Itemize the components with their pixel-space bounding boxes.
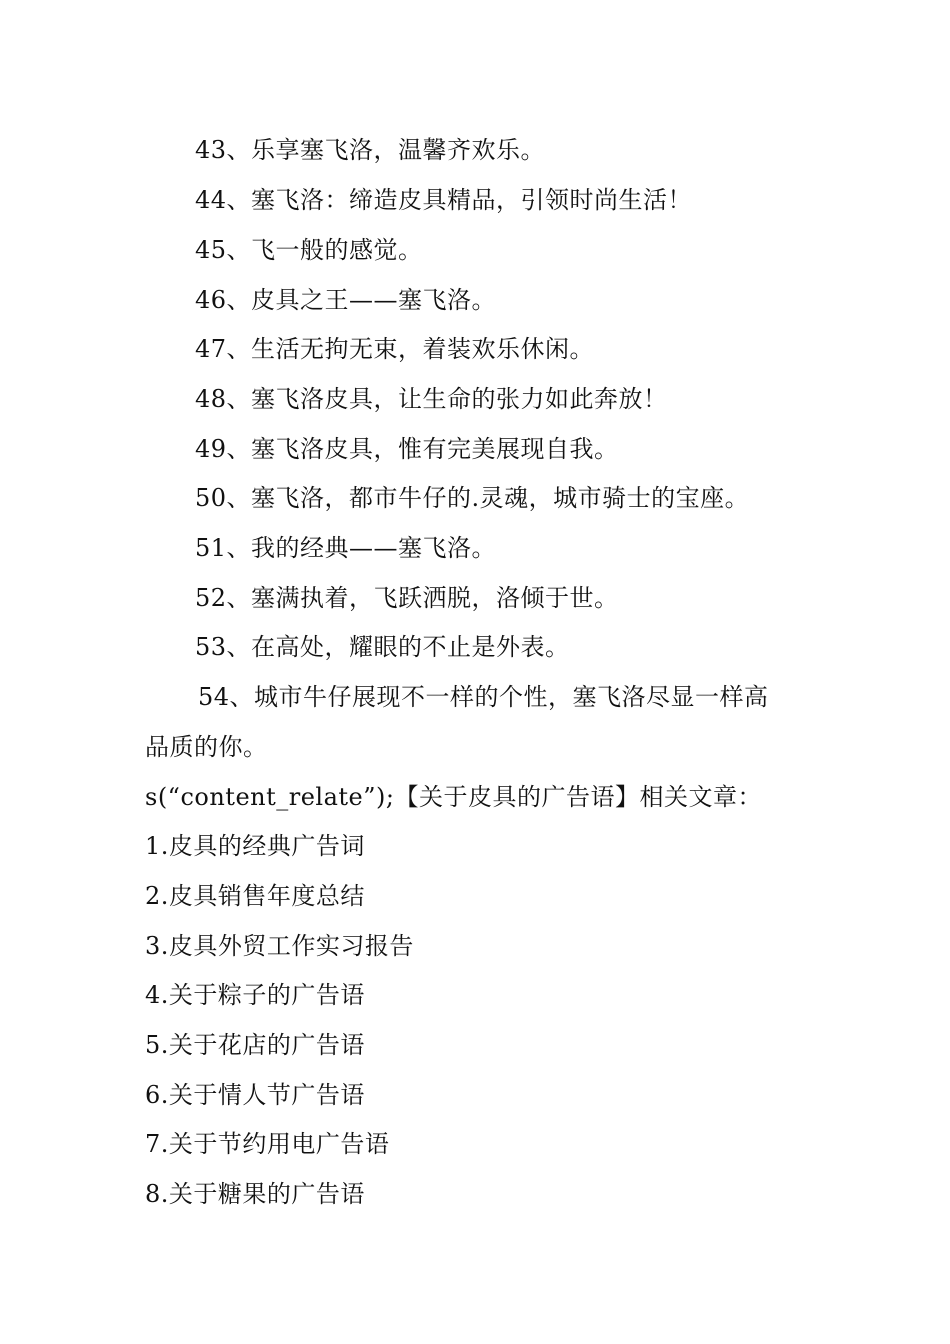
related-article-link[interactable]: 1.皮具的经典广告词 bbox=[145, 832, 365, 860]
related-article-link[interactable]: 8.关于糖果的广告语 bbox=[145, 1180, 365, 1208]
slogan-item: 49、塞飞洛皮具，惟有完美展现自我。 bbox=[195, 435, 619, 463]
slogan-item: 43、乐享塞飞洛，温馨齐欢乐。 bbox=[195, 136, 546, 164]
slogan-item: 53、在高处，耀眼的不止是外表。 bbox=[195, 633, 570, 661]
slogan-item-54-line2: 品质的你。 bbox=[145, 733, 268, 761]
slogan-item: 47、生活无拘无束，着装欢乐休闲。 bbox=[195, 335, 595, 363]
slogan-item: 50、塞飞洛，都市牛仔的.灵魂，城市骑士的宝座。 bbox=[195, 484, 750, 512]
related-article-link[interactable]: 4.关于粽子的广告语 bbox=[145, 981, 365, 1009]
related-article-link[interactable]: 7.关于节约用电广告语 bbox=[145, 1130, 390, 1158]
related-articles-header: s(“content_relate”);【关于皮具的广告语】相关文章： bbox=[145, 783, 762, 811]
related-article-link[interactable]: 2.皮具销售年度总结 bbox=[145, 882, 365, 910]
slogan-item: 44、塞飞洛：缔造皮具精品，引领时尚生活！ bbox=[195, 186, 693, 214]
related-article-link[interactable]: 3.皮具外贸工作实习报告 bbox=[145, 932, 414, 960]
related-article-link[interactable]: 6.关于情人节广告语 bbox=[145, 1081, 365, 1109]
slogan-item: 46、皮具之王——塞飞洛。 bbox=[195, 286, 497, 314]
related-article-link[interactable]: 5.关于花店的广告语 bbox=[145, 1031, 365, 1059]
slogan-item: 51、我的经典——塞飞洛。 bbox=[195, 534, 497, 562]
slogan-item: 45、飞一般的感觉。 bbox=[195, 236, 423, 264]
slogan-item-54-line1: 54、城市牛仔展现不一样的个性，塞飞洛尽显一样高 bbox=[198, 683, 769, 711]
slogan-item: 52、塞满执着，飞跃洒脱，洛倾于世。 bbox=[195, 584, 619, 612]
slogan-item: 48、塞飞洛皮具，让生命的张力如此奔放！ bbox=[195, 385, 668, 413]
